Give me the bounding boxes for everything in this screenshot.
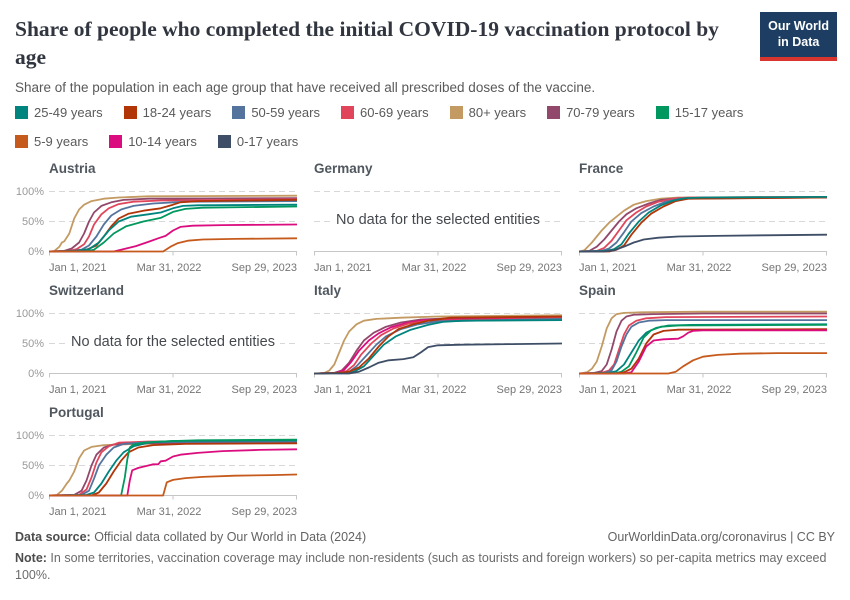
x-axis-labels [314,262,562,274]
no-data-message: No data for the selected entities [331,212,545,228]
line-chart[interactable] [49,181,297,259]
legend-item[interactable] [15,105,103,120]
x-tick-label: Jan 1, 2021 [49,384,107,397]
x-tick-label: Mar 31, 2022 [136,384,202,397]
x-tick-label: Sep 29, 2023 [231,384,297,397]
owid-link[interactable]: OurWorldinData.org/coronavirus | CC BY [607,530,835,545]
legend-label: 15-17 years [674,105,744,121]
country-title: Italy [314,283,342,299]
y-tick-label: 0% [28,489,44,502]
legend-item[interactable] [232,105,320,120]
legend-item[interactable] [109,134,197,149]
line-chart[interactable] [579,303,827,381]
data-source-text: Official data collated by Our World in Data (2024) [90,530,367,545]
plot-area[interactable] [579,181,827,274]
country-panel [314,283,562,396]
legend-swatch-icon [218,135,231,148]
legend-label: 25-49 years [34,105,103,121]
legend-label: 70-79 years [566,105,635,121]
country-panel [15,283,297,396]
x-tick-label: Jan 1, 2021 [314,384,372,397]
legend-swatch-icon [232,106,245,119]
country-title: Germany [314,161,373,177]
x-axis-labels [49,506,297,518]
country-title: Austria [49,161,96,177]
x-axis-labels [49,384,297,396]
owid-logo-line1: Our World [768,19,829,33]
country-panel [314,161,562,274]
x-tick-label: Jan 1, 2021 [579,384,637,397]
legend-item[interactable] [15,134,88,149]
x-tick-label: Mar 31, 2022 [401,262,467,275]
country-panel [579,161,827,274]
owid-logo-line2: in Data [777,35,820,50]
chart-subtitle: Share of the population in each age group that have received all prescribed doses of the vaccine. [15,80,596,96]
x-axis-labels [579,262,827,274]
data-source [15,530,366,544]
panel-body [15,425,297,518]
country-panel [15,161,297,274]
country-panel [579,283,827,396]
x-tick-label: Jan 1, 2021 [49,262,107,275]
legend-swatch-icon [547,106,560,119]
owid-logo[interactable] [760,12,837,61]
page-title: Share of people who completed the initial COVID-19 vaccination protocol by age [15,17,719,69]
plot-area[interactable] [314,303,562,396]
panel-body [579,303,827,396]
legend-item[interactable] [656,105,744,120]
series-line-50-59-years[interactable] [580,320,827,373]
footer [15,530,835,584]
x-tick-label: Sep 29, 2023 [761,262,827,275]
note-text: In some territories, vaccination coverage may include non-residents (such as tourists and foreign workers) so per-capita metrics may exceed 100%. [15,551,827,582]
legend [15,105,785,149]
legend-item[interactable] [450,105,526,120]
panel-body [15,181,297,274]
legend-label: 0-17 years [236,134,299,150]
country-title: Spain [579,283,616,299]
data-source-label: Data source: [15,530,91,545]
line-chart[interactable] [314,303,562,381]
legend-swatch-icon [15,106,28,119]
x-tick-label: Sep 29, 2023 [496,262,562,275]
plot-area[interactable] [49,425,297,518]
y-tick-label: 50% [21,215,44,228]
legend-label: 60-69 years [359,105,429,121]
legend-label: 5-9 years [34,134,89,150]
x-tick-label: Jan 1, 2021 [49,506,107,519]
country-title: Portugal [49,405,104,421]
legend-label: 10-14 years [128,134,197,150]
legend-item[interactable] [547,105,635,120]
legend-item[interactable] [218,134,298,149]
no-data-message: No data for the selected entities [66,334,280,350]
y-tick-label: 0% [28,245,44,258]
legend-swatch-icon [15,135,28,148]
panel-body [15,303,297,396]
x-tick-label: Sep 29, 2023 [231,262,297,275]
legend-swatch-icon [450,106,463,119]
y-axis [15,181,49,259]
line-chart[interactable] [49,425,297,503]
y-tick-label: 100% [15,185,44,198]
panel-body [314,181,562,274]
y-axis [15,425,49,503]
series-line-10-14-years[interactable] [580,330,827,373]
line-chart[interactable] [314,181,562,259]
x-axis-labels [314,384,562,396]
series-line-18-24-years[interactable] [580,329,827,373]
legend-label: 80+ years [468,105,527,121]
legend-item[interactable] [124,105,212,120]
plot-area[interactable] [49,181,297,274]
x-axis-labels [49,262,297,274]
x-tick-label: Mar 31, 2022 [136,262,202,275]
x-tick-label: Mar 31, 2022 [136,506,202,519]
legend-label: 50-59 years [251,105,320,121]
panel-body [314,303,562,396]
x-tick-label: Sep 29, 2023 [496,384,562,397]
legend-label: 18-24 years [142,105,212,121]
x-tick-label: Mar 31, 2022 [666,384,732,397]
country-panel [15,405,297,518]
x-tick-label: Jan 1, 2021 [314,262,372,275]
plot-area[interactable] [579,303,827,396]
legend-swatch-icon [124,106,137,119]
y-tick-label: 50% [21,337,44,350]
legend-swatch-icon [656,106,669,119]
plot-area[interactable] [49,303,297,396]
country-title: France [579,161,624,177]
legend-swatch-icon [341,106,354,119]
x-tick-label: Sep 29, 2023 [761,384,827,397]
x-axis-labels [579,384,827,396]
y-tick-label: 50% [21,459,44,472]
y-tick-label: 0% [28,367,44,380]
x-tick-label: Jan 1, 2021 [579,262,637,275]
x-tick-label: Mar 31, 2022 [401,384,467,397]
line-chart[interactable] [579,181,827,259]
legend-swatch-icon [109,135,122,148]
plot-area[interactable] [314,181,562,274]
line-chart[interactable] [49,303,297,381]
x-tick-label: Mar 31, 2022 [666,262,732,275]
legend-item[interactable] [341,105,429,120]
country-title: Switzerland [49,283,125,299]
y-tick-label: 100% [15,307,44,320]
footer-note [15,550,835,584]
y-axis [15,303,49,381]
panel-body [579,181,827,274]
charts-grid [15,161,835,518]
y-tick-label: 100% [15,429,44,442]
note-label: Note: [15,551,47,566]
x-tick-label: Sep 29, 2023 [231,506,297,519]
